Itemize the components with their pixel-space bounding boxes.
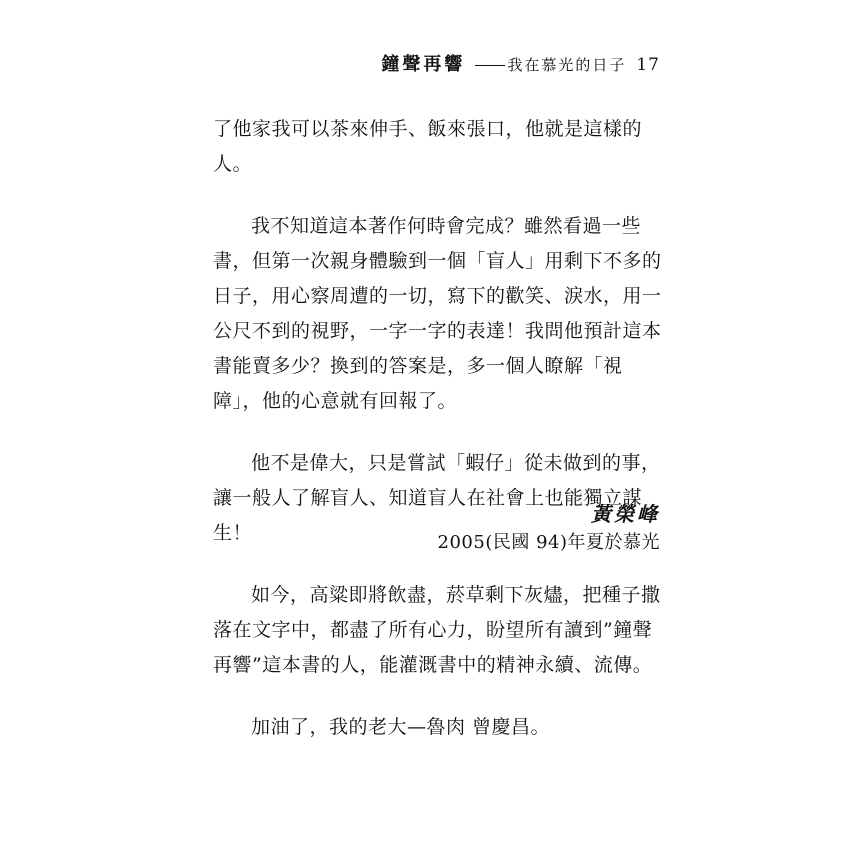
paragraph-5: 加油了，我的老大—魯肉 曾慶昌。 xyxy=(251,716,551,738)
signature-date: 2005(民國 94)年夏於慕光 xyxy=(437,532,660,553)
signature-name: 黃榮峰 xyxy=(591,502,660,526)
body-text xyxy=(213,112,665,772)
page-number: 17 xyxy=(636,55,660,75)
book-title: 鐘聲再響 xyxy=(381,54,466,75)
paragraph-3: 他不是偉大，只是嘗試「蝦仔」從未做到的事，讓一般人了解盲人、知道盲人在社會上也能獨立謀生！ xyxy=(213,452,661,544)
paragraph-2: 我不知道這本著作何時會完成？雖然看過一些書，但第一次親身體驗到一個「盲人」用剩下不多的日子，用心察周遭的一切，寫下的歡笑、淚水，用一公尺不到的視野，一字一字的表達！我問他預計這本書能賣多少？換到的答案是，多一個人瞭解「視障」，他的心意就有回報了。 xyxy=(213,215,662,412)
header-dash xyxy=(475,65,505,66)
book-subtitle: 我在慕光的日子 xyxy=(507,56,627,74)
paragraph-4: 如今，高粱即將飲盡，菸草剩下灰燼，把種子撒落在文字中，都盡了所有心力，盼望所有讀到”鐘聲再響”這本書的人，能灌溉書中的精神永續、流傳。 xyxy=(213,584,661,676)
running-header xyxy=(381,50,660,76)
paragraph-1: 了他家我可以茶來伸手、飯來張口，他就是這樣的人。 xyxy=(213,118,643,175)
